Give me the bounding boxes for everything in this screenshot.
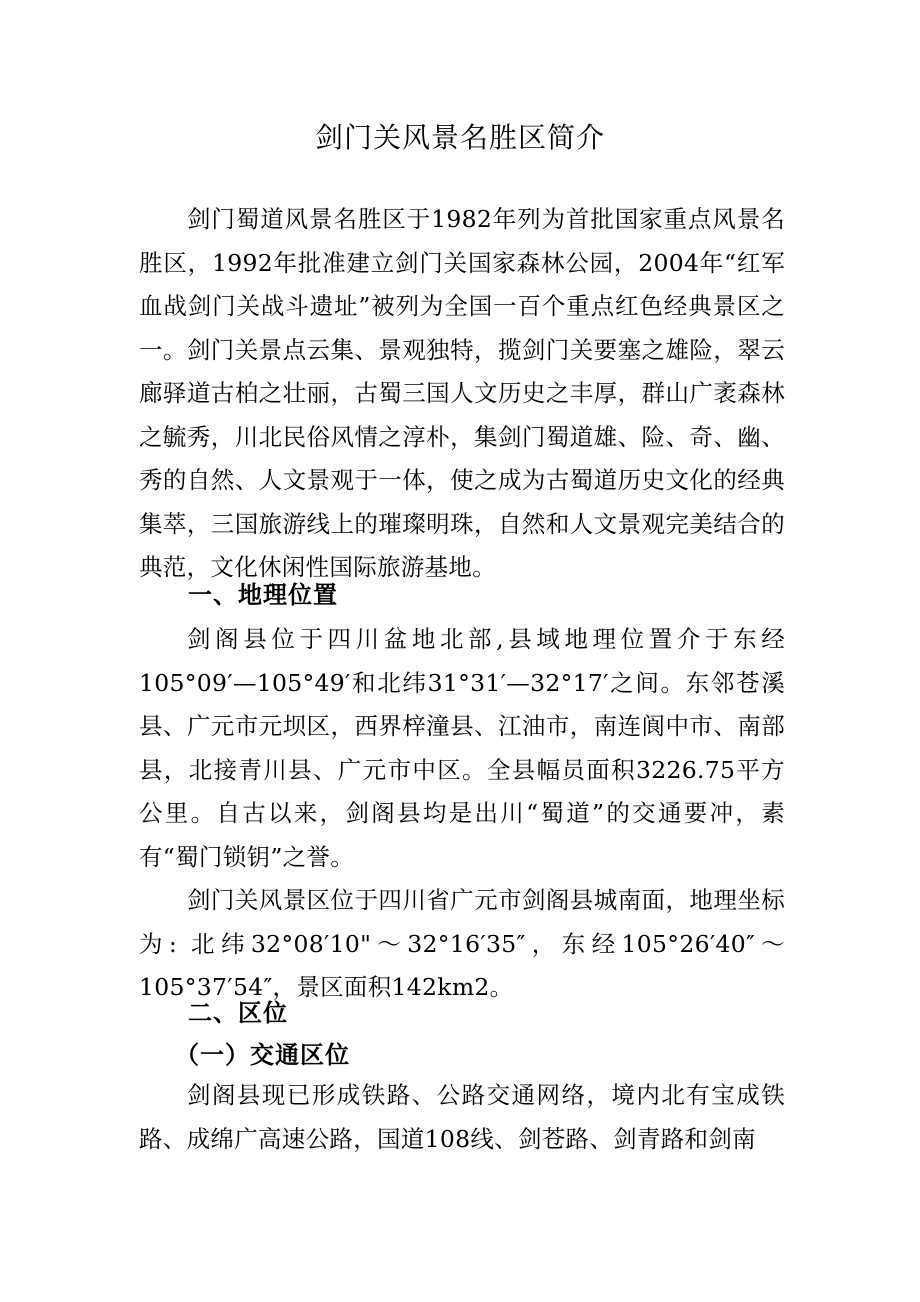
document-title: 剑门关风景名胜区简介	[314, 121, 605, 154]
transport-section	[139, 1074, 785, 1161]
subsection-heading-transport: （一）交通区位	[175, 1041, 350, 1069]
location-paragraph-scenic-area: 剑门关风景区位于四川省广元市剑阁县城南面，地理坐标为: 北纬32°08′10"～32°16′35″，东经105°26′40″～105°37′54″，景区面积142km2。	[139, 886, 785, 1001]
transport-paragraph: 剑阁县现已形成铁路、公路交通网络，境内北有宝成铁路、成绵广高速公路，国道108线、剑苍路、剑青路和剑南	[139, 1081, 785, 1153]
location-paragraph-county: 剑阁县位于四川盆地北部,县域地理位置介于东经105°09′—105°49′和北纬31°31′—32°17′之间。东邻苍溪县、广元市元坝区，西界梓潼县、江油市，南连阆中市、南部县，北接青川县、广元市中区。全县幅员面积3226.75平方公里。自古以来，剑阁县均是出川“蜀道”的交通要冲，素有“蜀门锁钥”之誉。	[139, 625, 785, 871]
intro-paragraph: 剑门蜀道风景名胜区于1982年列为首批国家重点风景名胜区，1992年批准建立剑门关国家森林公园，2004年“红军血战剑门关战斗遗址”被列为全国一百个重点红色经典景区之一。剑门关景点云集、景观独特，揽剑门关要塞之雄险，翠云廊驿道古柏之壮丽，古蜀三国人文历史之丰厚，群山广袤森林之毓秀，川北民俗风情之淳朴，集剑门蜀道雄、险、奇、幽、秀的自然、人文景观于一体，使之成为古蜀道历史文化的经典集萃，三国旅游线上的璀璨明珠，自然和人文景观完美结合的典范，文化休闲性国际旅游基地。	[139, 205, 785, 581]
intro-section	[139, 198, 785, 590]
section-heading-region: 二、区位	[188, 999, 288, 1027]
section-heading-location: 一、地理位置	[188, 581, 338, 609]
location-section	[139, 618, 785, 1010]
